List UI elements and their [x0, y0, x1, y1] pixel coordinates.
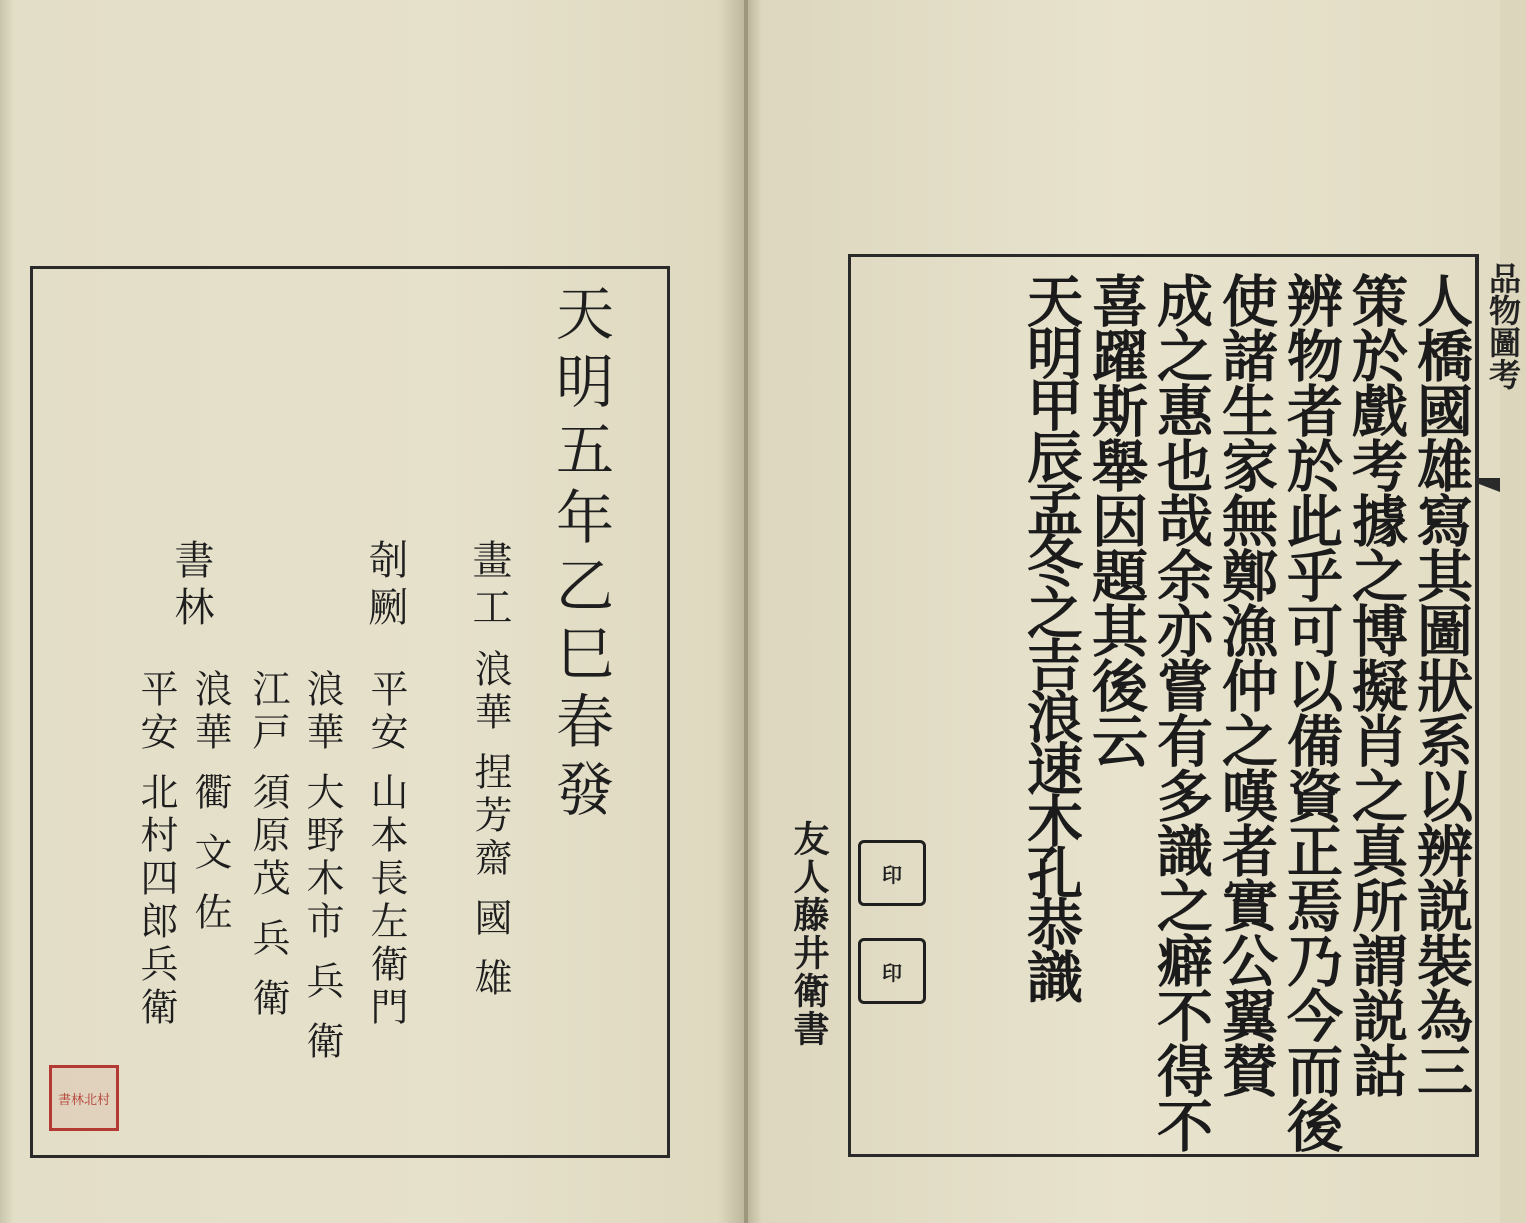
postface-column-5: 成之惠也哉余亦嘗有多識之癖不得不: [1148, 272, 1213, 1152]
colophon-frame: [30, 266, 670, 1158]
block-edge-title: 品物圖考: [1484, 262, 1522, 390]
red-seal-text: 書林北村: [57, 1092, 110, 1108]
engraver-role: 剞劂: [362, 539, 408, 633]
red-publisher-seal: [49, 1065, 119, 1131]
postface-column-4: 使諸生家無鄭漁仲之嘆者實公翼賛: [1213, 272, 1278, 1097]
ink-seal-2-text: 印: [882, 960, 902, 985]
postface-column-6: 喜躍斯舉因題其後云: [1083, 272, 1148, 767]
publisher-2: 江戸 須原茂 兵 衛: [246, 669, 290, 1022]
postface-column-1: 人橋國雄寫其圖狀系以辨説裝為三: [1408, 272, 1473, 1097]
publisher-4: 平安 北村四郎兵衛: [134, 669, 178, 1031]
ink-seal-1: [858, 840, 926, 906]
postface-column-7: 天明甲辰孟冬之吉浪速木孔恭識: [1018, 272, 1083, 1000]
painter-name: 浪華 捏芳齋 國 雄: [468, 649, 512, 1002]
block-edge-line: [1476, 254, 1479, 1157]
left-page: [0, 0, 748, 1223]
engraver-name: 平安 山本長左衛門: [364, 669, 408, 1031]
ink-seal-2: [858, 938, 926, 1004]
postface-column-3: 辨物者於此乎可以備資正焉乃今而後: [1278, 272, 1343, 1152]
ink-seal-1-text: 印: [882, 862, 902, 887]
publisher-3: 浪華 衢 文 佐: [188, 669, 232, 936]
publication-date: 天明五年乙巳春發: [546, 283, 614, 827]
scribe-signature: 友人藤井衛書: [788, 820, 829, 1048]
postface-column-2: 策於戲考據之博擬肖之真所謂説詁: [1343, 272, 1408, 1097]
painter-role: 畫工: [466, 539, 512, 633]
publisher-1: 浪華 大野木市 兵 衛: [300, 669, 344, 1065]
publishers-role: 書林: [168, 539, 214, 633]
